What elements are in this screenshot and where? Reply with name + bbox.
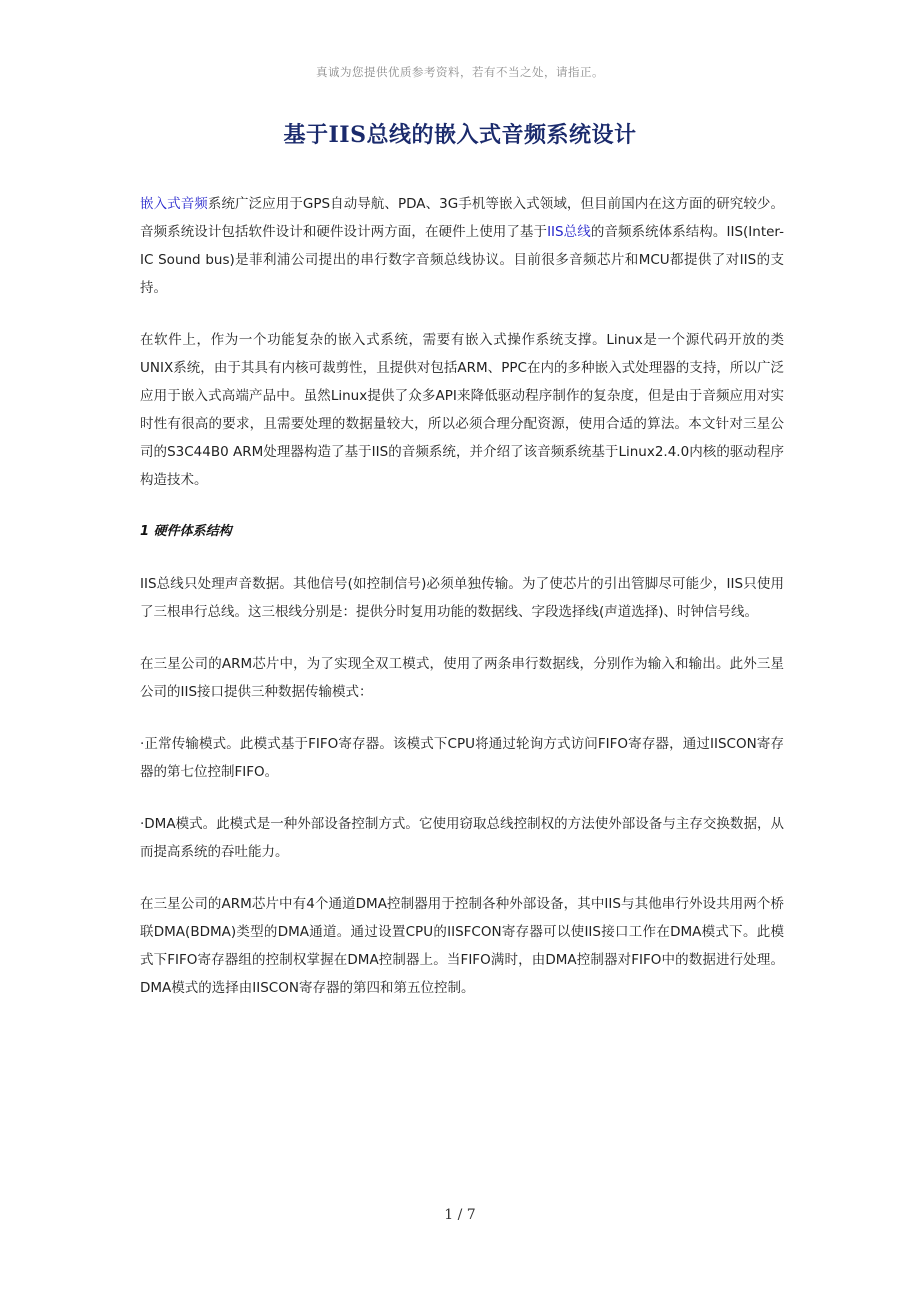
document-body — [140, 190, 784, 1026]
document-title: 基于IIS总线的嵌入式音频系统设计 — [283, 122, 637, 148]
iis-bus-paragraph: IIS总线只处理声音数据。其他信号(如控制信号)必须单独传输。为了使芯片的引出管脚尽可能少，IIS只使用了三根串行总线。这三根线分别是：提供分时复用功能的数据线、字段选择线(声道选择)、时钟信号线。 — [140, 576, 784, 620]
embedded-audio-link[interactable]: 嵌入式音频 — [140, 196, 208, 212]
software-paragraph: 在软件上，作为一个功能复杂的嵌入式系统，需要有嵌入式操作系统支撑。Linux是一个源代码开放的类UNIX系统，由于其具有内核可裁剪性，且提供对包括ARM、PPC在内的多种嵌入式处理器的支持，所以广泛应用于嵌入式高端产品中。虽然Linux提供了众多API来降低驱动程序制作的复杂度，但是由于音频应用对实时性有很高的要求，且需要处理的数据量较大，所以必须合理分配资源，使用合适的算法。本文针对三星公司的S3C44B0 ARM处理器构造了基于IIS的音频系统，并介绍了该音频系统基于Linux2.4.0内核的驱动程序构造技术。 — [140, 332, 784, 488]
dma-controller-paragraph: 在三星公司的ARM芯片中有4个通道DMA控制器用于控制各种外部设备，其中IIS与其他串行外设共用两个桥联DMA(BDMA)类型的DMA通道。通过设置CPU的IISFCON寄存器可以使IIS接口工作在DMA模式下。此模式下FIFO寄存器组的控制权掌握在DMA控制器上。当FIFO满时，由DMA控制器对FIFO中的数据进行处理。DMA模式的选择由IISCON寄存器的第四和第五位控制。 — [140, 896, 784, 996]
intro-paragraph — [140, 190, 784, 302]
bullet-normal-mode: ·正常传输模式。此模式基于FIFO寄存器。该模式下CPU将通过轮询方式访问FIFO寄存器，通过IISCON寄存器的第七位控制FIFO。 — [140, 736, 784, 780]
section-heading-hardware: 1 硬件体系结构 — [140, 524, 232, 539]
iis-bus-link[interactable]: IIS总线 — [547, 224, 591, 240]
header-note: 真诚为您提供优质参考资料，若有不当之处，请指正。 — [316, 65, 604, 79]
intro-text-1: 系统广泛应用于GPS自动导航、PDA、3G手机等嵌入式领域，但目前国内在这方面的研究较少。音频系统设计包括软件设计和硬件设计两方面，在硬件上使用了基于 — [140, 196, 784, 240]
bullet-dma-mode: ·DMA模式。此模式是一种外部设备控制方式。它使用窃取总线控制权的方法使外部设备与主存交换数据，从而提高系统的吞吐能力。 — [140, 816, 784, 860]
page-indicator: 1 / 7 — [444, 1207, 476, 1223]
intro-text-2: 的音频系统体系结构。IIS(Inter-IC Sound bus)是菲利浦公司提出的串行数字音频总线协议。目前很多音频芯片和MCU都提供了对IIS的支持。 — [140, 224, 784, 296]
samsung-arm-paragraph: 在三星公司的ARM芯片中，为了实现全双工模式，使用了两条串行数据线，分别作为输入和输出。此外三星公司的IIS接口提供三种数据传输模式： — [140, 656, 784, 700]
